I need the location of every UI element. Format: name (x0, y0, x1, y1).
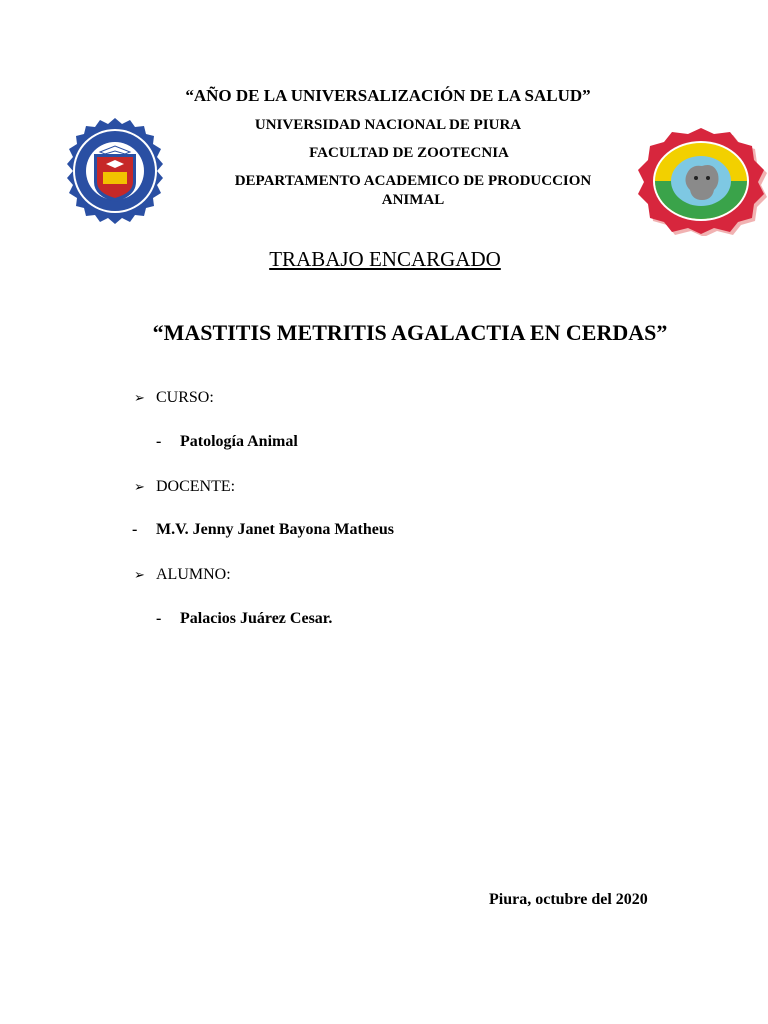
motto-heading: “AÑO DE LA UNIVERSALIZACIÓN DE LA SALUD” (185, 86, 591, 105)
section-value: Patología Animal (180, 433, 298, 450)
arrow-bullet-icon: ➢ (134, 391, 145, 406)
section-docente-value (132, 521, 394, 539)
section-label: CURSO: (156, 389, 214, 406)
place-date: Piura, octubre del 2020 (489, 891, 648, 908)
section-value: Palacios Juárez Cesar. (180, 610, 333, 627)
section-label: DOCENTE: (156, 478, 236, 495)
section-docente (134, 478, 235, 496)
dash-bullet: - (132, 521, 138, 538)
university-name: UNIVERSIDAD NACIONAL DE PIURA (254, 117, 522, 133)
document-title: “MASTITIS METRITIS AGALACTIA EN CERDAS” (152, 320, 668, 345)
department-name: DEPARTAMENTO ACADEMICO DE PRODUCCION ANIMAL (234, 173, 592, 208)
assignment-type (0, 247, 768, 272)
arrow-bullet-icon: ➢ (134, 480, 145, 495)
section-curso-value (156, 433, 298, 451)
section-alumno (134, 566, 231, 584)
assignment-type-label: TRABAJO ENCARGADO (269, 247, 501, 271)
arrow-bullet-icon: ➢ (134, 568, 145, 583)
dash-bullet: - (156, 610, 162, 627)
zootecnia-seal-icon (634, 126, 768, 236)
section-label: ALUMNO: (156, 566, 231, 583)
section-alumno-value (156, 610, 332, 628)
section-curso (134, 389, 214, 407)
dash-bullet: - (156, 433, 162, 450)
faculty-name: FACULTAD DE ZOOTECNIA (309, 145, 509, 161)
section-value: M.V. Jenny Janet Bayona Matheus (156, 521, 394, 538)
